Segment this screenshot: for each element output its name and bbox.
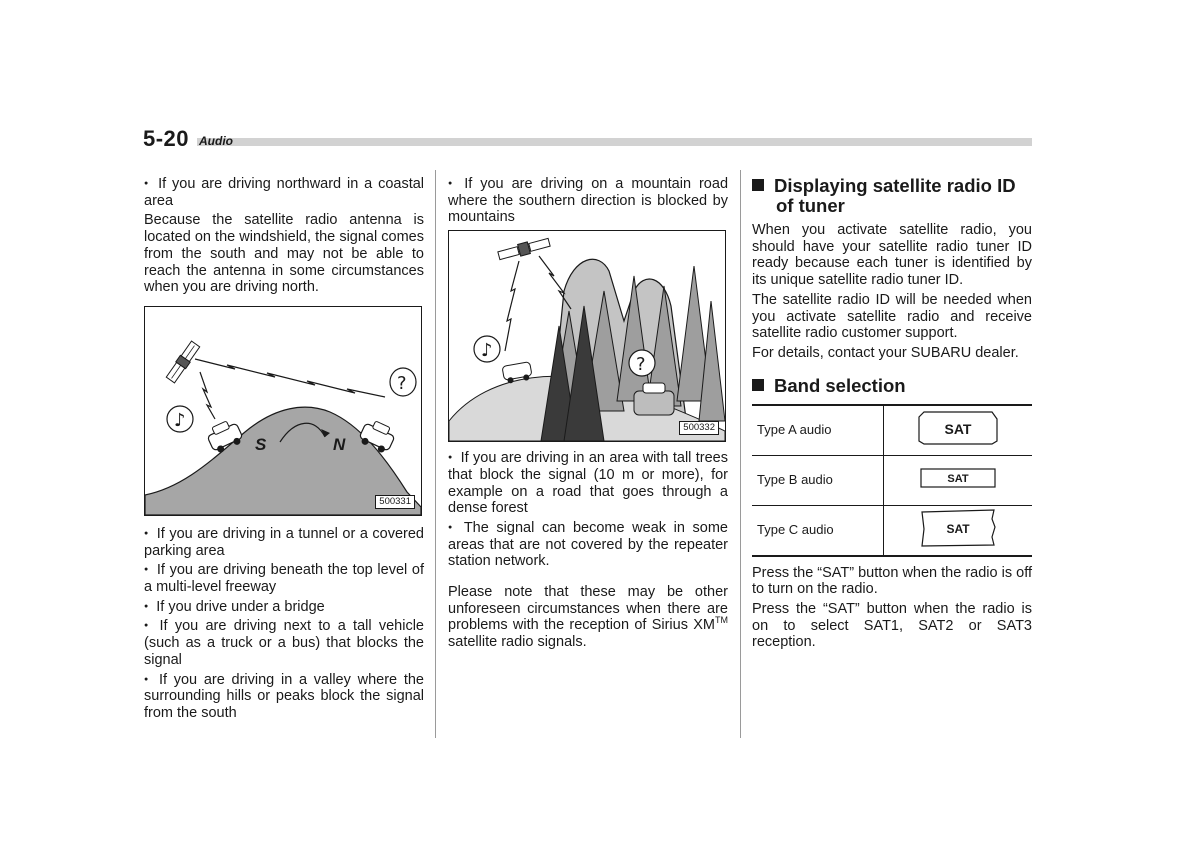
trademark: TM: [715, 615, 728, 626]
note-symbol: ♪: [481, 340, 493, 362]
figure-coastal-hill: [144, 306, 422, 516]
sat-button-icon: [920, 468, 996, 488]
bullet-item: ● If you are driving in a valley where the surrounding hills or peaks block the signal from the south: [144, 672, 424, 722]
square-bullet-icon: [752, 179, 764, 191]
svg-text:SAT: SAT: [947, 472, 969, 485]
column-1: [144, 176, 424, 725]
figure-forest: [448, 230, 726, 442]
paragraph-dealer: For details, contact your SUBARU dealer.: [752, 344, 1019, 361]
figure-label: 500332: [679, 421, 719, 435]
hill-illustration: [145, 307, 421, 515]
sat-button-cell: [884, 455, 1033, 505]
satellite-icon: [165, 340, 200, 383]
bullet-item: ● If you are driving in a tunnel or a covered parking area: [144, 526, 424, 559]
note-symbol: ♪: [174, 409, 186, 431]
bullet-item: ● The signal can become weak in some areas that are not covered by the repeater station network.: [448, 520, 728, 570]
sat-button-cell: [884, 505, 1033, 556]
heading-band-selection: Band selection: [752, 376, 1032, 396]
figure-label: 500331: [375, 495, 415, 509]
bullet-mountain: ● If you are driving on a mountain road where the southern direction is blocked by mountains: [448, 176, 728, 226]
page-number: 5-20: [143, 126, 197, 152]
sat-button-icon: [918, 411, 998, 445]
column-divider-2: [740, 170, 741, 738]
audio-type-label: Type A audio: [752, 405, 884, 456]
sat-button-icon: [920, 509, 996, 547]
note-paragraph: [448, 584, 728, 651]
signal-bolt-long: [195, 359, 385, 397]
square-bullet-icon: [752, 379, 764, 391]
south-letter: S: [255, 434, 267, 454]
note-text-end: satellite radio signals.: [448, 634, 587, 651]
signal-bolt-short: [200, 372, 215, 419]
forest-illustration: [449, 231, 725, 441]
audio-type-label: Type B audio: [752, 455, 884, 505]
north-letter: N: [333, 434, 346, 454]
header-bar: [143, 138, 1032, 146]
svg-text:SAT: SAT: [946, 521, 970, 536]
bullet-coastal: ● If you are driving northward in a coastal area: [144, 176, 424, 209]
question-symbol: ?: [397, 372, 407, 394]
column-3: [752, 176, 1032, 654]
bullet-item: ● If you are driving in an area with tall trees that block the signal (10 m or more), for example on a road that goes through a dense forest: [448, 450, 728, 517]
column-2: [448, 176, 728, 654]
svg-text:SAT: SAT: [944, 420, 972, 437]
table-row: [752, 505, 1032, 556]
bullet-item: ● If you are driving next to a tall vehicle (such as a truck or a bus) that blocks the signal: [144, 618, 424, 668]
column-divider-1: [435, 170, 436, 738]
table-row: [752, 455, 1032, 505]
sat-button-cell: [884, 405, 1033, 456]
bullet-item: ● If you are driving beneath the top level of a multi-level freeway: [144, 562, 424, 595]
bullet-item: ● If you drive under a bridge: [144, 599, 424, 616]
paragraph-sat-on: Press the “SAT” button when the radio is on to select SAT1, SAT2 or SAT3 reception.: [752, 601, 1032, 651]
heading-satellite-id: Displaying satellite radio ID of tuner: [752, 176, 1032, 216]
paragraph-radio-id: The satellite radio ID will be needed when you activate satellite radio and receive satellite radio customer support.: [752, 291, 1032, 342]
paragraph-tuner-id: When you activate satellite radio, you should have your satellite radio tuner ID ready because each tuner is identified by its unique satellite radio tuner ID.: [752, 222, 1032, 289]
antenna-paragraph: Because the satellite radio antenna is located on the windshield, the signal comes from the south and may not be able to reach the antenna in some circumstances when you are driving north.: [144, 212, 424, 296]
note-text: Please note that these may be other unforeseen circumstances when there are problems with the reception of Sirius XM: [448, 584, 728, 634]
paragraph-sat-off: Press the “SAT” button when the radio is off to turn on the radio.: [752, 564, 1032, 598]
band-table: [752, 404, 1032, 557]
table-row: [752, 405, 1032, 456]
question-symbol: ?: [636, 354, 646, 376]
audio-type-label: Type C audio: [752, 505, 884, 556]
section-title: Audio: [199, 134, 233, 148]
